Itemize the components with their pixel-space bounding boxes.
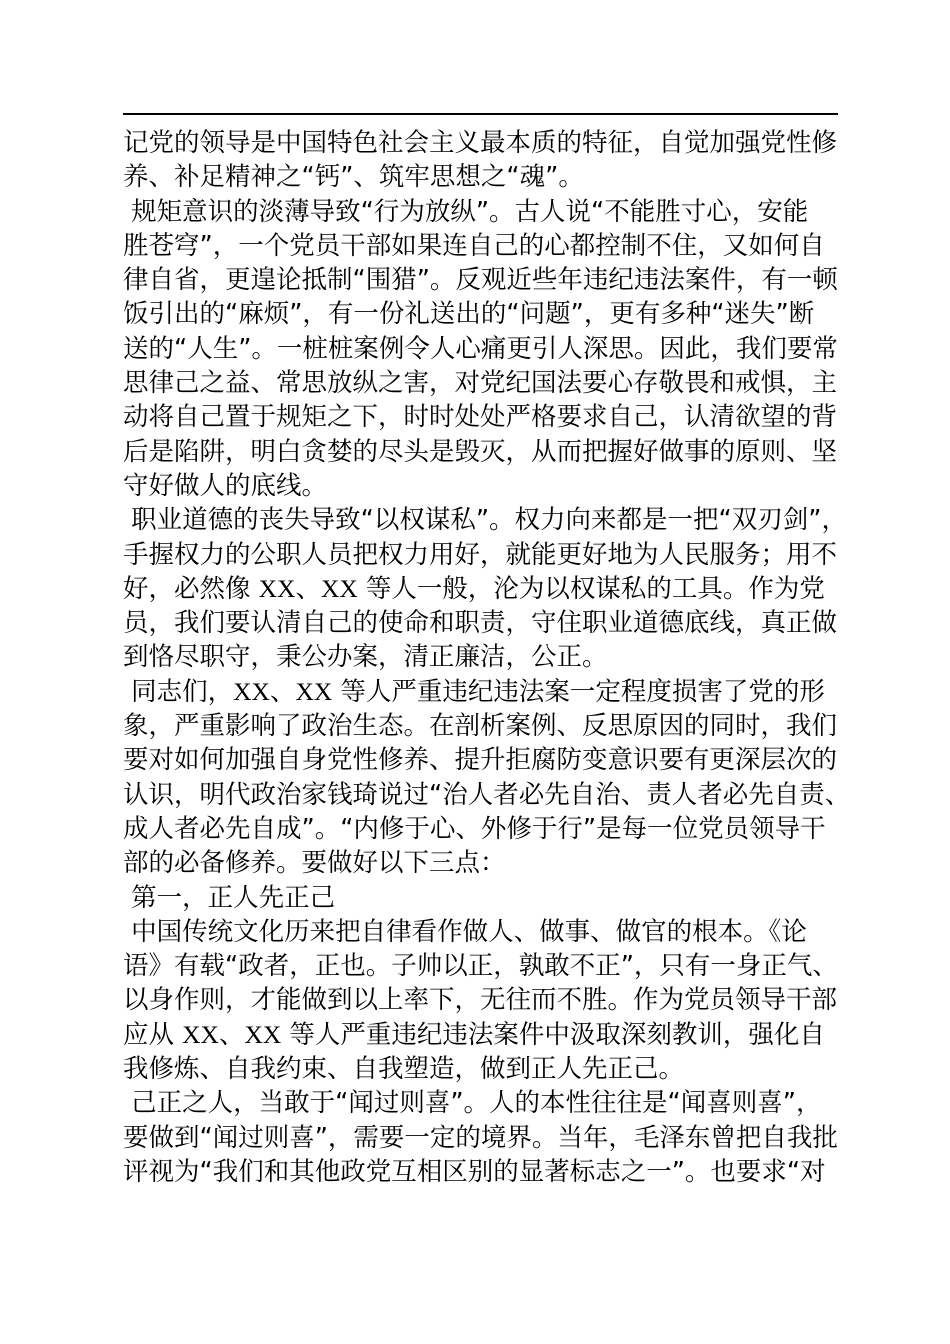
- header-divider: [123, 113, 838, 115]
- text-line: 同志们，XX、XX 等人严重违纪违法案一定程度损害了党的形: [123, 676, 825, 707]
- text-line: 部的必备修养。要做好以下三点：: [123, 848, 506, 879]
- text-line: 律自省，更遑论抵制“围猎”。反观近些年违纪违法案件，有一顿: [123, 265, 838, 296]
- text-line: 守好做人的底线。: [123, 470, 328, 501]
- text-line: 饭引出的“麻烦”，有一份礼送出的“问题”，更有多种“迷失”断: [123, 299, 815, 330]
- text-line: 中国传统文化历来把自律看作做人、做事、做官的根本。《论: [123, 916, 807, 947]
- text-line: 送的“人生”。一桩桩案例令人心痛更引人深思。因此，我们要常: [123, 333, 838, 364]
- text-line: 象，严重影响了政治生态。在剖析案例、反思原因的同时，我们: [123, 711, 838, 742]
- text-line: 我修炼、自我约束、自我塑造，做到正人先正己。: [123, 1054, 685, 1085]
- text-line: 好，必然像 XX、XX 等人一般，沦为以权谋私的工具。作为党: [123, 573, 825, 604]
- text-line: 养、补足精神之“钙”、筑牢思想之“魂”。: [123, 162, 584, 193]
- text-line: 语》有载“政者，正也。子帅以正，孰敢不正”，只有一身正气、: [123, 951, 838, 982]
- text-line: 以身作则，才能做到以上率下，无往而不胜。作为党员领导干部: [123, 985, 838, 1016]
- text-line: 到恪尽职守，秉公办案，清正廉洁，公正。: [123, 642, 608, 673]
- text-line: 胜苍穹”，一个党员干部如果连自己的心都控制不住，又如何自: [123, 230, 825, 261]
- text-line: 员，我们要认清自己的使命和职责，守住职业道德底线，真正做: [123, 608, 838, 639]
- text-line: 第一，正人先正己: [123, 882, 336, 913]
- text-line: 己正之人，当敢于“闻过则喜”。人的本性往往是“闻喜则喜”，: [123, 1088, 822, 1119]
- text-line: 职业道德的丧失导致“以权谋私”。权力向来都是一把“双刃剑”，: [123, 505, 847, 536]
- text-line: 规矩意识的淡薄导致“行为放纵”。古人说“不能胜寸心，安能: [123, 196, 809, 227]
- text-line: 评视为“我们和其他政党互相区别的显著标志之一”。也要求“对: [123, 1156, 826, 1187]
- text-line: 手握权力的公职人员把权力用好，就能更好地为人民服务；用不: [123, 539, 838, 570]
- text-line: 要对如何加强自身党性修养、提升拒腐防变意识要有更深层次的: [123, 745, 838, 776]
- text-line: 认识，明代政治家钱琦说过“治人者必先自治、责人者必先自责、: [123, 779, 851, 810]
- text-line: 成人者必先自成”。“内修于心、外修于行”是每一位党员领导干: [123, 813, 826, 844]
- text-line: 要做到“闻过则喜”，需要一定的境界。当年，毛泽东曾把自我批: [123, 1122, 838, 1153]
- text-line: 思律己之益、常思放纵之害，对党纪国法要心存敬畏和戒惧，主: [123, 368, 838, 399]
- text-line: 后是陷阱，明白贪婪的尽头是毁灭，从而把握好做事的原则、坚: [123, 436, 838, 467]
- text-line: 动将自己置于规矩之下，时时处处严格要求自己，认清欲望的背: [123, 402, 838, 433]
- text-line: 应从 XX、XX 等人严重违纪违法案件中汲取深刻教训，强化自: [123, 1019, 825, 1050]
- text-line: 记党的领导是中国特色社会主义最本质的特征，自觉加强党性修: [123, 128, 838, 158]
- document-body: [123, 126, 851, 1189]
